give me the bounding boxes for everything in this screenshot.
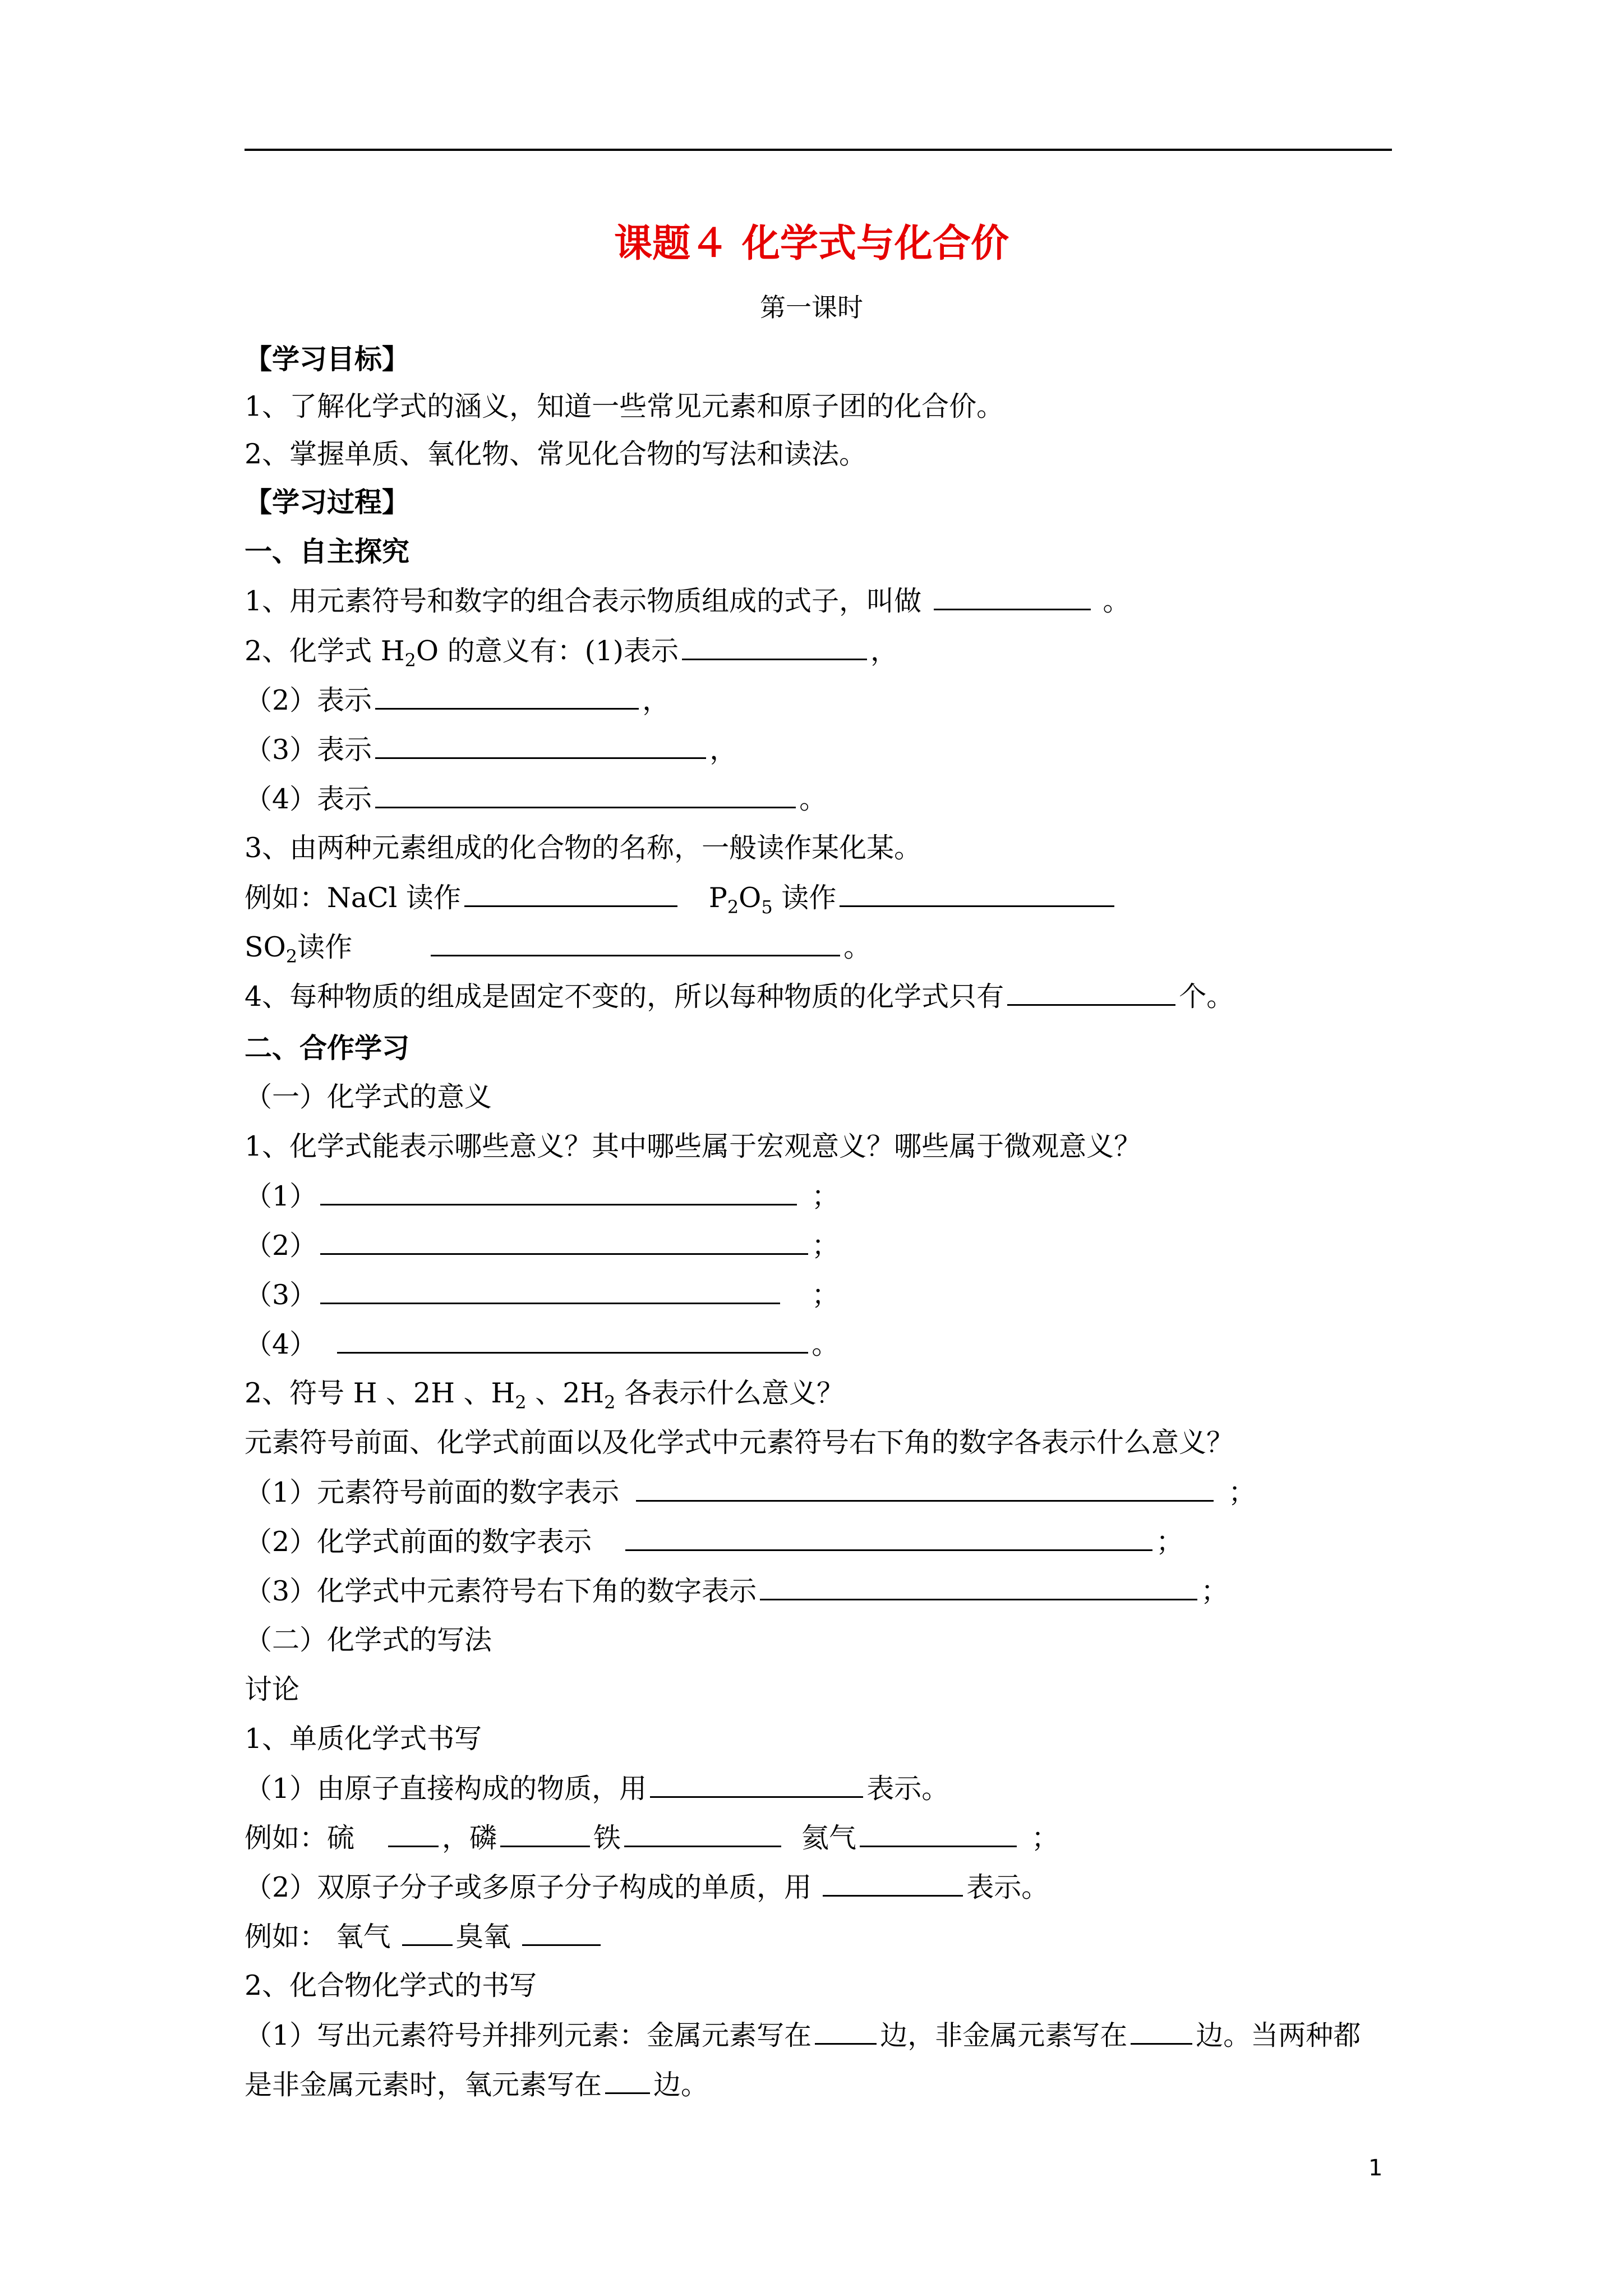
page-title: 课题４ 化学式与化合价 [614,221,1009,266]
comma-mark: ， [709,734,737,766]
item-label: （1）元素符号前面的数字表示 [245,1476,620,1508]
answer-blank[interactable] [650,1772,863,1798]
sub1-heading: （一）化学式的意义 [245,1081,492,1113]
answer-blank[interactable] [605,2068,650,2094]
question-1 [245,584,1130,618]
example-label: 例如：硫 [245,1822,355,1854]
item-label: （2）双原子分子或多原子分子构成的单质，用 [245,1871,812,1903]
answer-blank[interactable] [860,1821,1017,1847]
item-label: （3） [245,1279,317,1311]
goal-1: 1、了解化学式的涵义，知道一些常见元素和原子团的化合价。 [245,390,1004,422]
answer-blank[interactable] [388,1821,439,1847]
semicolon-mark: ； [811,1180,840,1212]
cooperative-item-3 [245,1278,839,1312]
question-text: 各表示什么意义？ [615,1377,845,1409]
period-mark: 。 [1103,585,1131,617]
item-label: （1）写出元素符号并排列元素：金属元素写在 [245,2019,812,2051]
answer-blank[interactable] [375,733,706,759]
answer-blank[interactable] [320,1228,808,1255]
writing-1-example [245,1821,1059,1855]
sub2-heading: （二）化学式的写法 [245,1624,492,1656]
formula-text: P [708,882,727,914]
goal-2: 2、掌握单质、氧化物、常见化合物的写法和读法。 [245,438,867,470]
question-4-end: 个。 [1179,981,1234,1013]
answer-blank[interactable] [625,1525,1152,1551]
answer-blank[interactable] [464,881,677,907]
answer-blank[interactable] [1007,979,1175,1006]
comma-mark: ， [642,684,670,716]
period-mark: 。 [799,783,827,815]
question-2-item-2 [245,683,670,717]
period-mark: 。 [843,931,872,963]
semicolon-mark: ； [811,1230,840,1262]
answer-blank[interactable] [320,1179,797,1205]
answer-blank[interactable] [823,1870,963,1897]
question-2-item-4 [245,782,827,816]
subscript: 2 [515,1391,527,1413]
example-label: 读作 [772,882,837,914]
process-heading: 【学习过程】 [245,486,410,518]
item-label: （1） [245,1180,317,1212]
semicolon-mark: ； [1031,1822,1059,1854]
part2-heading: 二、合作学习 [245,1032,410,1064]
question-3-example [245,881,1118,924]
answer-blank[interactable] [624,1821,781,1847]
item-text: 边。当两种都 [1196,2019,1361,2051]
answer-blank[interactable] [636,1475,1214,1502]
header-rule [245,149,1392,151]
question-3: 3、由两种元素组成的化合物的名称，一般读作某化某。 [245,832,922,864]
cooperative-q2-item-2 [245,1525,1183,1559]
item-end: 表示。 [866,1773,949,1805]
subscript: 5 [761,896,773,918]
formula-text: SO [245,931,286,963]
example-label: ，磷 [442,1822,497,1854]
item-label: （4）表示 [245,783,372,815]
comma-mark: ， [870,635,898,667]
writing-1-example-2 [245,1920,604,1954]
period-mark: 。 [811,1328,840,1360]
answer-blank[interactable] [1131,2018,1192,2045]
subscript: 2 [285,945,298,967]
answer-blank[interactable] [375,782,796,808]
writing-1-heading: 1、单质化学式书写 [245,1723,482,1755]
example-label: 铁 [593,1822,621,1854]
semicolon-mark: ； [811,1279,840,1311]
cooperative-q2-item-1 [245,1475,1256,1510]
answer-blank[interactable] [402,1920,453,1946]
answer-blank[interactable] [522,1920,601,1946]
item-label: （2） [245,1230,317,1262]
answer-blank[interactable] [320,1278,780,1304]
question-4 [245,979,1234,1014]
page-number: 1 [1368,2155,1383,2181]
semicolon-mark: ； [1201,1575,1229,1607]
question-2-text-b: O 的意义有：(1)表示 [416,635,679,667]
question-4-text: 4、每种物质的组成是固定不变的，所以每种物质的化学式只有 [245,981,1004,1013]
example-label: 读作 [297,931,353,963]
semicolon-mark: ； [1228,1476,1256,1508]
example-label: 臭氧 [455,1921,511,1953]
answer-blank[interactable] [431,930,840,956]
writing-2-item-1 [245,2018,1361,2053]
question-2-text-a: 2、化学式 H [245,635,405,667]
goals-heading: 【学习目标】 [245,343,410,375]
question-2-item-3 [245,733,737,767]
question-1-text: 1、用元素符号和数字的组合表示物质组成的式子，叫做 [245,585,922,617]
item-text: 是非金属元素时，氧元素写在 [245,2069,602,2101]
cooperative-question-2-detail: 元素符号前面、化学式前面以及化学式中元素符号右下角的数字各表示什么意义？ [245,1427,1234,1458]
formula-text: O [739,882,762,914]
answer-blank[interactable] [760,1574,1197,1600]
answer-blank[interactable] [337,1327,808,1354]
writing-1-item-1 [245,1772,949,1806]
example-label: 氦气 [801,1822,857,1854]
example-label: 例如： 氧气 [245,1921,391,1953]
question-text: 2、符号 H 、2H 、H [245,1377,515,1409]
answer-blank[interactable] [500,1821,590,1847]
answer-blank[interactable] [815,2018,877,2045]
cooperative-item-4 [245,1327,839,1361]
example-label: 例如：NaCl 读作 [245,882,461,914]
item-text: 边，非金属元素写在 [880,2019,1128,2051]
cooperative-question-2 [245,1377,844,1419]
discussion-label: 讨论 [245,1673,300,1705]
cooperative-question-1: 1、化学式能表示哪些意义？其中哪些属于宏观意义？哪些属于微观意义？ [245,1130,1142,1162]
question-2 [245,634,898,677]
subscript: 2 [404,649,416,671]
answer-blank[interactable] [840,881,1114,907]
cooperative-q2-item-3 [245,1574,1228,1608]
writing-2-item-1-cont [245,2068,708,2102]
part1-heading: 一、自主探究 [245,535,410,568]
question-3-example-2 [245,930,871,973]
item-label: （2）化学式前面的数字表示 [245,1526,592,1558]
item-label: （3）化学式中元素符号右下角的数字表示 [245,1575,757,1607]
subscript: 2 [727,896,739,918]
cooperative-item-2 [245,1228,839,1263]
item-end: 边。 [653,2069,709,2101]
item-label: （4） [245,1328,317,1360]
writing-1-item-2 [245,1870,1049,1904]
answer-blank[interactable] [934,584,1091,610]
page-subtitle: 第一课时 [760,292,863,323]
writing-2-heading: 2、化合物化学式的书写 [245,1970,537,2001]
answer-blank[interactable] [682,634,867,660]
semicolon-mark: ； [1156,1526,1184,1558]
question-text: 、2H [526,1377,605,1409]
cooperative-item-1 [245,1179,839,1213]
item-label: （2）表示 [245,684,372,716]
answer-blank[interactable] [375,683,639,710]
item-end: 表示。 [966,1871,1049,1903]
subscript: 2 [604,1391,616,1413]
item-label: （1）由原子直接构成的物质，用 [245,1773,647,1805]
item-label: （3）表示 [245,734,372,766]
